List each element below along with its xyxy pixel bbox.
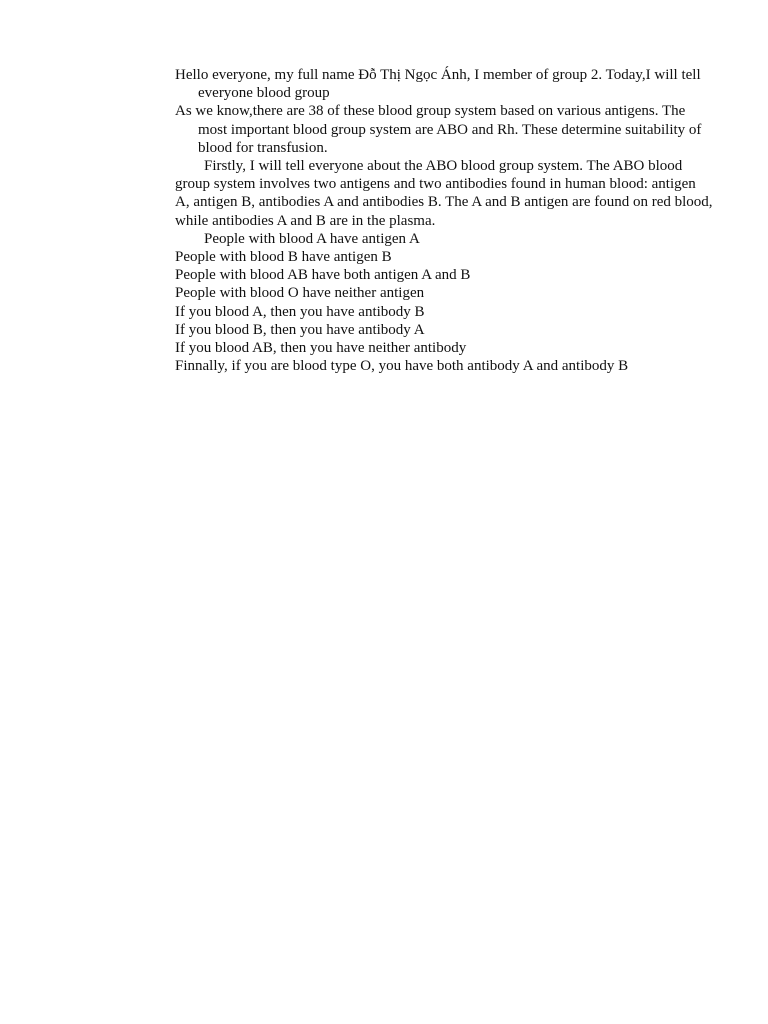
blood-group-systems-paragraph: As we know,there are 38 of these blood group system based on various antigens. The most important blood group system are ABO and Rh. These determine suitability of blood for transfusion. <box>175 103 702 156</box>
abo-line-blood-a: People with blood A have antigen A <box>204 230 420 247</box>
document-body <box>175 66 713 375</box>
intro-paragraph: Hello everyone, my full name Đỗ Thị Ngọc Ánh, I member of group 2. Today,I will tell everyone blood group <box>175 67 701 102</box>
abo-line: People with blood AB have both antigen A and B <box>175 267 471 284</box>
abo-line: If you blood A, then you have antibody B <box>175 303 425 320</box>
abo-line: If you blood B, then you have antibody A <box>175 321 425 338</box>
abo-intro-paragraph: Firstly, I will tell everyone about the ABO blood group system. The ABO blood group system involves two antigens and two antibodies found in human blood: antigen A, antigen B, antibodies A and antibodies B. The A and B antigen are found on red blood, while antibodies A and B are in the plasma. <box>175 158 713 229</box>
abo-line: People with blood O have neither antigen <box>175 285 425 302</box>
abo-line: People with blood B have antigen B <box>175 249 392 266</box>
abo-line: If you blood AB, then you have neither antibody <box>175 340 467 357</box>
abo-line: Finnally, if you are blood type O, you have both antibody A and antibody B <box>175 358 629 375</box>
